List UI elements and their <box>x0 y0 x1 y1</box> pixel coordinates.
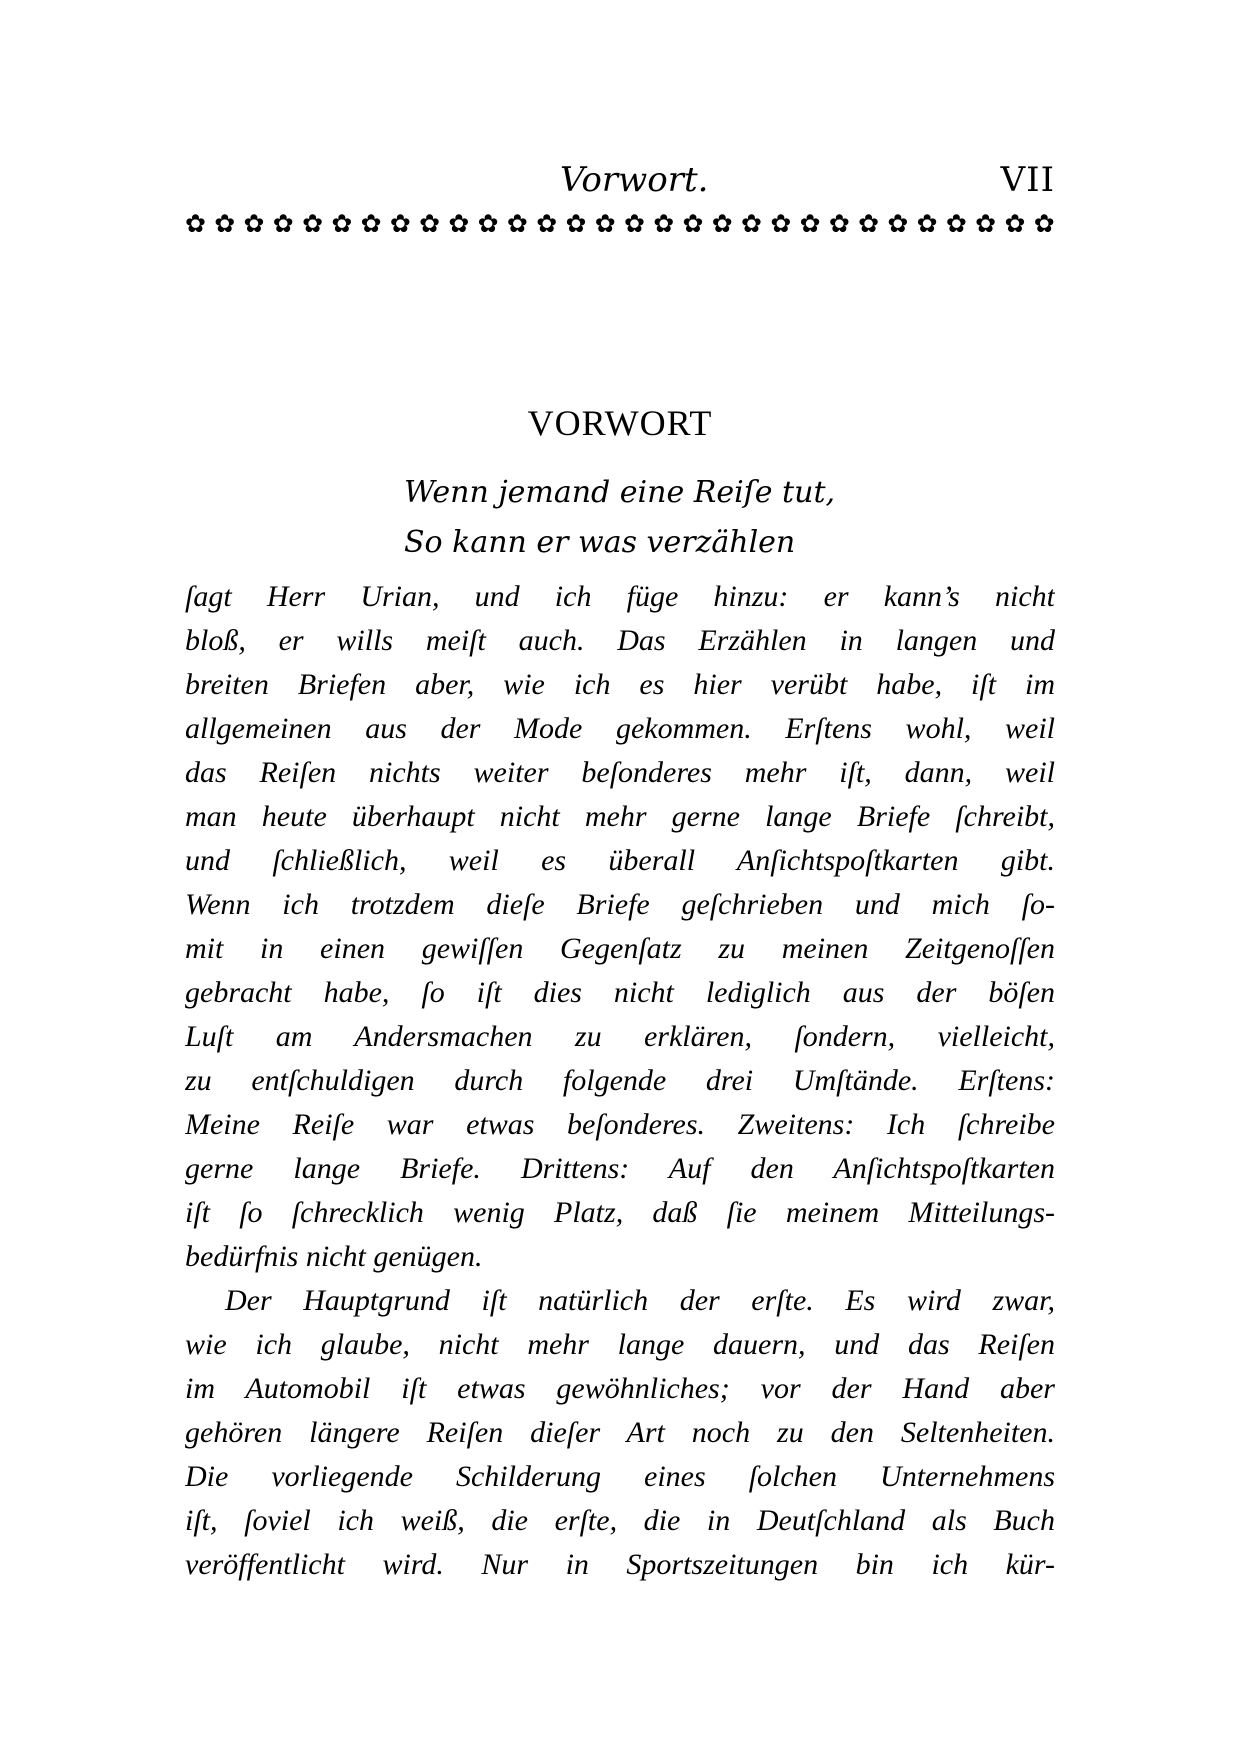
text-line: Die vorliegende Schilderung eines ſolchen Unternehmens <box>185 1460 1055 1493</box>
text-line: Der Hauptgrund iſt natürlich der erſte. Es wird zwar, <box>225 1284 1055 1317</box>
page-number: VII <box>1000 160 1055 200</box>
ornament-flower-icon: ✿ <box>711 208 733 238</box>
ornament-flower-icon: ✿ <box>887 208 909 238</box>
text-line: bedürfnis nicht genügen. <box>185 1240 483 1273</box>
ornament-flower-icon: ✿ <box>770 208 792 238</box>
paragraph <box>185 1279 1055 1587</box>
ornament-flower-icon: ✿ <box>653 208 675 238</box>
text-line: veröffentlicht wird. Nur in Sportszeitungen bin ich kür- <box>185 1548 1055 1581</box>
epigraph-line-text: So kann er was verzählen <box>404 525 796 560</box>
ornament-flower-icon: ✿ <box>945 208 967 238</box>
ornament-flower-icon: ✿ <box>975 208 997 238</box>
ornament-flower-icon: ✿ <box>623 208 645 238</box>
ornament-flower-icon: ✿ <box>741 208 762 238</box>
body-text <box>185 575 1055 1587</box>
ornament-flower-icon: ✿ <box>506 208 528 238</box>
ornament-flower-icon: ✿ <box>448 208 470 238</box>
ornament-flower-icon: ✿ <box>389 208 411 238</box>
ornament-flower-icon: ✿ <box>1004 208 1026 238</box>
text-line: ſagt Herr Urian, und ich füge hinzu: er kann’s nicht <box>185 580 1055 613</box>
text-line: iſt ſo ſchrecklich wenig Platz, daß ſie meinem Mitteilungs- <box>185 1196 1055 1229</box>
chapter-title: VORWORT <box>527 403 713 443</box>
text-line: im Automobil iſt etwas gewöhnliches; vor der Hand aber <box>185 1372 1055 1405</box>
ornament-flower-icon: ✿ <box>477 208 499 238</box>
ornament-flower-icon: ✿ <box>185 208 206 238</box>
text-line: gerne lange Briefe. Drittens: Auf den Anſichtspoſtkarten <box>185 1152 1055 1185</box>
text-line: mit in einen gewiſſen Gegenſatz zu meinen Zeitgenoſſen <box>185 932 1055 965</box>
text-line: wie ich glaube, nicht mehr lange dauern, und das Reiſen <box>185 1328 1055 1361</box>
ornament-flower-icon: ✿ <box>828 208 850 238</box>
text-line: gehören längere Reiſen dieſer Art noch zu den Seltenheiten. <box>185 1416 1055 1449</box>
paragraph <box>185 575 1055 1279</box>
ornament-flower-icon: ✿ <box>594 208 616 238</box>
text-line: allgemeinen aus der Mode gekommen. Erſtens wohl, weil <box>185 712 1055 745</box>
text-line: Wenn ich trotzdem dieſe Briefe geſchrieben und mich ſo- <box>185 888 1055 921</box>
text-line: Luſt am Andersmachen zu erklären, ſondern, vielleicht, <box>185 1020 1055 1053</box>
ornament-flower-icon: ✿ <box>331 208 353 238</box>
ornament-flower-icon: ✿ <box>419 208 441 238</box>
running-head <box>185 140 1055 200</box>
text-line: zu entſchuldigen durch folgende drei Umſtände. Erſtens: <box>185 1064 1055 1097</box>
ornament-flower-icon: ✿ <box>682 208 704 238</box>
ornament-flower-icon: ✿ <box>243 208 265 238</box>
running-title: Vorwort. <box>560 160 709 200</box>
text-line: das Reiſen nichts weiter beſonderes mehr iſt, dann, weil <box>185 756 1055 789</box>
ornament-flower-icon: ✿ <box>799 208 821 238</box>
text-line: bloß, er wills meiſt auch. Das Erzählen in langen und <box>185 624 1055 657</box>
text-line: Meine Reiſe war etwas beſonderes. Zweitens: Ich ſchreibe <box>185 1108 1055 1141</box>
text-line: gebracht habe, ſo iſt dies nicht lediglich aus der böſen <box>185 976 1055 1009</box>
ornament-flower-icon: ✿ <box>360 208 382 238</box>
ornament-flower-icon: ✿ <box>214 208 236 238</box>
ornament-flower-icon: ✿ <box>858 208 880 238</box>
ornament-flower-icon: ✿ <box>916 208 938 238</box>
text-line: breiten Briefen aber, wie ich es hier verübt habe, iſt im <box>185 668 1055 701</box>
ornament-flower-icon: ✿ <box>302 208 324 238</box>
text-line: iſt, ſoviel ich weiß, die erſte, die in Deutſchland als Buch <box>185 1504 1055 1537</box>
text-line: und ſchließlich, weil es überall Anſichtspoſtkarten gibt. <box>185 844 1055 877</box>
ornament-flower-icon: ✿ <box>536 208 558 238</box>
ornament-flower-icon: ✿ <box>272 208 294 238</box>
epigraph-line-text: Wenn jemand eine Reiſe tut, <box>404 475 836 510</box>
ornament-rule <box>185 205 1055 241</box>
text-line: man heute überhaupt nicht mehr gerne lange Briefe ſchreibt, <box>185 800 1055 833</box>
ornament-flower-icon: ✿ <box>1033 208 1055 238</box>
ornament-flower-icon: ✿ <box>565 208 587 238</box>
